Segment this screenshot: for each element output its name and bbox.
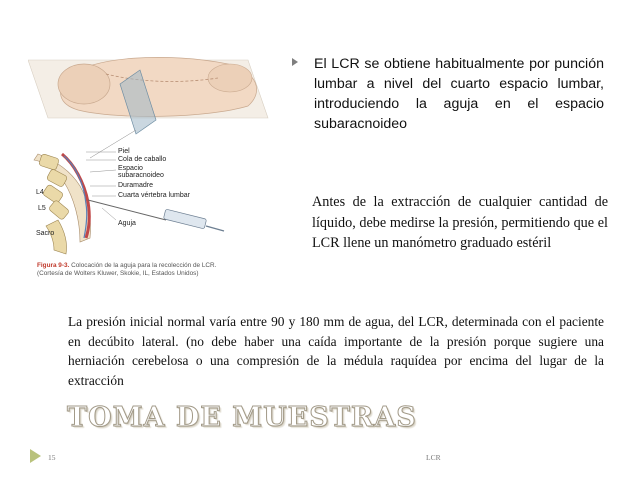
pressure-note: Antes de la extracción de cualquier cantidad de líquido, debe medirse la presión, permitiendo que el LCR llene un manómetro graduado estéril xyxy=(312,194,608,251)
label-l4-vertebra: Cuarta vértebra lumbar xyxy=(118,192,190,199)
sacrum-bone xyxy=(46,220,67,254)
vertebra-l5 xyxy=(48,200,70,221)
patient-shoulder xyxy=(58,64,110,104)
page-number: 15 xyxy=(48,453,56,462)
bullet-arrow-icon xyxy=(292,58,298,66)
lumbar-puncture-drawing xyxy=(28,48,278,280)
label-skin: Piel xyxy=(118,148,130,155)
label-l4: L4 xyxy=(36,189,44,196)
caption-text: Colocación de la aguja para la recolección de LCR. xyxy=(71,262,217,269)
syringe-plunger xyxy=(206,226,224,231)
figure-caption xyxy=(37,262,277,278)
vertebra-1 xyxy=(39,154,60,171)
patient-knee xyxy=(208,64,252,92)
label-l5: L5 xyxy=(38,205,46,212)
leader-subarachnoid xyxy=(90,170,116,172)
vertebra-l4 xyxy=(42,184,64,204)
label-cauda-equina: Cola de caballo xyxy=(118,156,167,163)
needle xyxy=(88,200,166,220)
caption-number: Figura 9-3. xyxy=(37,262,70,269)
slide-title: TOMA DE MUESTRAS xyxy=(67,402,417,433)
label-sacrum: Sacro xyxy=(36,230,55,237)
caption-credit: (Cortesía de Wolters Kluwer, Skokie, IL, Estados Unidos) xyxy=(37,270,199,277)
footer-label: LCR xyxy=(426,453,441,462)
label-needle: Aguja xyxy=(118,220,136,227)
leader-needle xyxy=(102,208,116,220)
syringe-barrel xyxy=(163,209,206,229)
label-subarachnoid: Espacio subaracnoideo xyxy=(118,165,164,179)
lumbar-puncture-illustration xyxy=(28,48,278,280)
bullet-text: El LCR se obtiene habitualmente por punción lumbar a nivel del cuarto espacio lumbar, introduciendo la aguja en el espacio subaracnoideo xyxy=(314,56,604,132)
label-dura: Duramadre xyxy=(118,182,154,189)
footer-arrow-icon xyxy=(30,449,41,463)
pressure-paragraph: La presión inicial normal varía entre 90 y 180 mm de agua, del LCR, determinada con el paciente en decúbito lateral. (no debe haber una caída importante de la presión porque sugiere una herniación cerebelosa o una compresión de la médula raquídea por encima del lugar de la extracción xyxy=(68,314,604,388)
bullet-item xyxy=(292,54,604,134)
